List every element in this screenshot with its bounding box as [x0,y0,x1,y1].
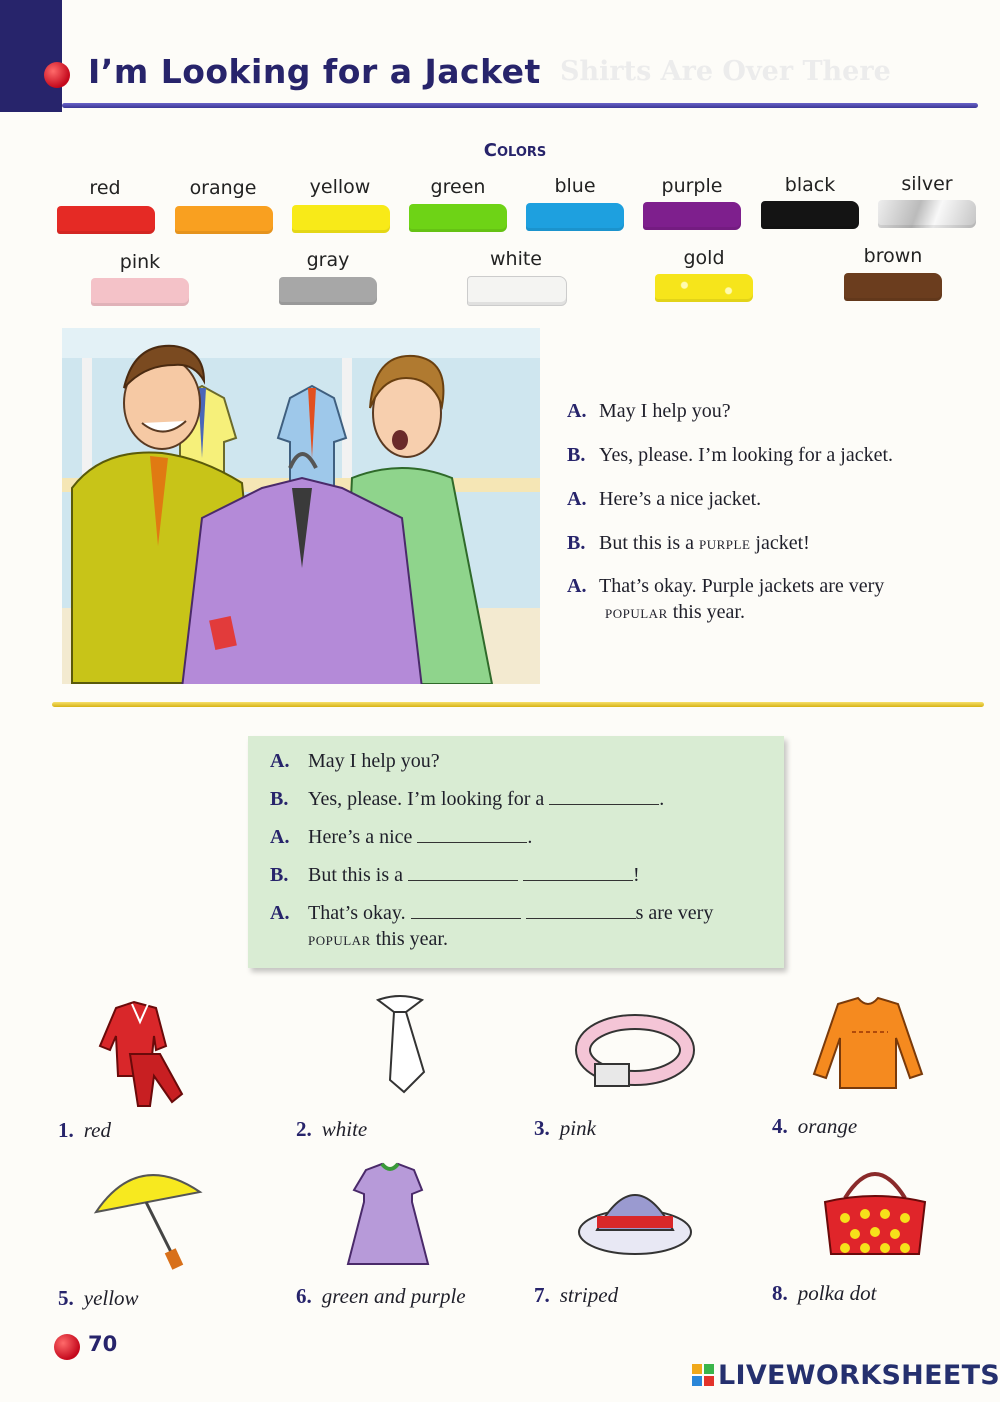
brand-text: LIVEWORKSHEETS [718,1360,1000,1391]
item-number: 6. [296,1284,312,1308]
practice-line-3 [270,826,532,849]
practice-text: s are very [635,902,714,924]
practice-punct: ! [633,864,640,886]
page-number: 70 [88,1332,118,1356]
speaker-b: B. [567,532,586,554]
item-caption-7 [534,1283,618,1308]
item-label: green and purple [321,1284,466,1308]
dialogue-emphasis: purple [699,533,751,553]
color-label-silver: silver [901,173,953,195]
item-label: white [321,1117,368,1141]
liveworksheets-logo-icon [692,1364,714,1386]
color-label-pink: pink [119,251,161,273]
color-swatch-purple [643,202,741,230]
item-caption-2 [296,1117,367,1142]
practice-line-5-cont [308,928,448,951]
header-accent-bar [0,0,62,112]
color-swatch-silver [878,200,976,228]
practice-line-4 [270,864,640,887]
purple-dress-image [330,1158,450,1268]
item-number: 1. [58,1118,74,1142]
color-swatch-brown [844,273,942,301]
practice-line-5 [270,902,713,925]
item-number: 2. [296,1117,312,1141]
practice-punct: . [659,788,665,810]
dialogue-line-3 [567,486,761,512]
dialogue-line-2 [567,442,893,468]
blank-color[interactable] [411,902,521,919]
yellow-umbrella-image [88,1162,208,1272]
practice-text: But this is a [308,864,404,886]
dialogue-line-1 [567,398,731,424]
color-swatch-pink [91,278,189,306]
polka-dot-purse-image [815,1158,935,1268]
item-caption-4 [772,1114,857,1139]
color-swatch-yellow [292,205,390,233]
practice-emphasis: popular [308,929,371,949]
practice-text: That’s okay. [308,902,406,924]
item-caption-8 [772,1281,877,1306]
speaker-a: A. [567,575,587,597]
speaker-a: A. [567,488,587,510]
color-label-blue: blue [554,175,596,197]
bullet-icon [44,62,70,88]
pink-belt-image [575,1000,695,1110]
item-label: polka dot [797,1281,877,1305]
item-caption-6 [296,1284,466,1309]
speaker-b: B. [270,864,289,886]
practice-text: May I help you? [308,750,440,772]
speaker-a: A. [270,826,290,848]
dialogue-text: Yes, please. I’m looking for a jacket. [599,444,894,466]
item-number: 4. [772,1114,788,1138]
color-swatch-red [57,206,155,234]
item-number: 3. [534,1116,550,1140]
item-number: 8. [772,1281,788,1305]
page-title: I’m Looking for a Jacket [88,52,541,91]
dialogue-text: Here’s a nice jacket. [599,488,762,510]
color-swatch-green [409,204,507,232]
color-label-purple: purple [661,175,723,197]
item-caption-5 [58,1286,139,1311]
color-swatch-white [467,276,567,306]
item-number: 7. [534,1283,550,1307]
blank-color[interactable] [408,864,518,881]
item-number: 5. [58,1286,74,1310]
practice-text: Here’s a nice [308,826,413,848]
practice-punct: . [527,826,533,848]
dialogue-text: That’s okay. Purple jackets are very [599,575,885,597]
color-swatch-gold [655,274,753,302]
liveworksheets-brand[interactable] [692,1360,1000,1391]
speaker-a: A. [567,400,587,422]
color-swatch-orange [175,206,273,234]
dialogue-text: jacket! [750,532,810,554]
color-label-orange: orange [189,177,257,199]
blank-item[interactable] [526,902,636,919]
color-label-red: red [89,177,121,199]
color-label-gray: gray [306,249,350,271]
dialogue-text: this year. [667,601,745,623]
speaker-a: A. [270,902,290,924]
color-label-yellow: yellow [309,176,371,198]
item-caption-3 [534,1116,596,1141]
section-divider [52,702,984,707]
item-label: pink [559,1116,596,1140]
dialogue-text: May I help you? [599,400,731,422]
color-swatch-black [761,201,859,229]
speaker-b: B. [567,444,586,466]
orange-sweater-image [808,992,928,1102]
item-label: yellow [83,1286,139,1310]
speaker-a: A. [270,750,290,772]
dialogue-line-5 [567,573,884,625]
item-label: striped [559,1283,619,1307]
blank-item[interactable] [523,864,633,881]
store-scene-illustration [62,328,540,684]
blank-item[interactable] [549,788,659,805]
bleed-through-text: Shirts Are Over There [560,56,891,87]
item-label: red [83,1118,111,1142]
item-label: orange [797,1114,858,1138]
practice-text: Yes, please. I’m looking for a [308,788,545,810]
color-label-black: black [784,174,836,196]
page-bullet-icon [54,1334,80,1360]
practice-line-1 [270,750,440,773]
white-tie-image [340,992,460,1102]
dialogue-line-4 [567,530,810,556]
item-caption-1 [58,1118,111,1143]
dialogue-emphasis: popular [605,602,668,622]
header-rule [62,103,978,108]
red-suit-image [88,998,208,1108]
color-label-green: green [430,176,486,198]
striped-hat-image [575,1170,695,1280]
colors-heading: Colors [483,140,547,161]
dialogue-text: But this is a [599,532,700,554]
practice-text: this year. [370,928,448,950]
color-swatch-gray [279,277,377,305]
color-label-white: white [490,248,542,270]
color-label-gold: gold [683,247,725,269]
color-swatch-blue [526,203,624,231]
blank-item[interactable] [417,826,527,843]
speaker-b: B. [270,788,289,810]
practice-line-2 [270,788,664,811]
color-label-brown: brown [863,245,923,267]
